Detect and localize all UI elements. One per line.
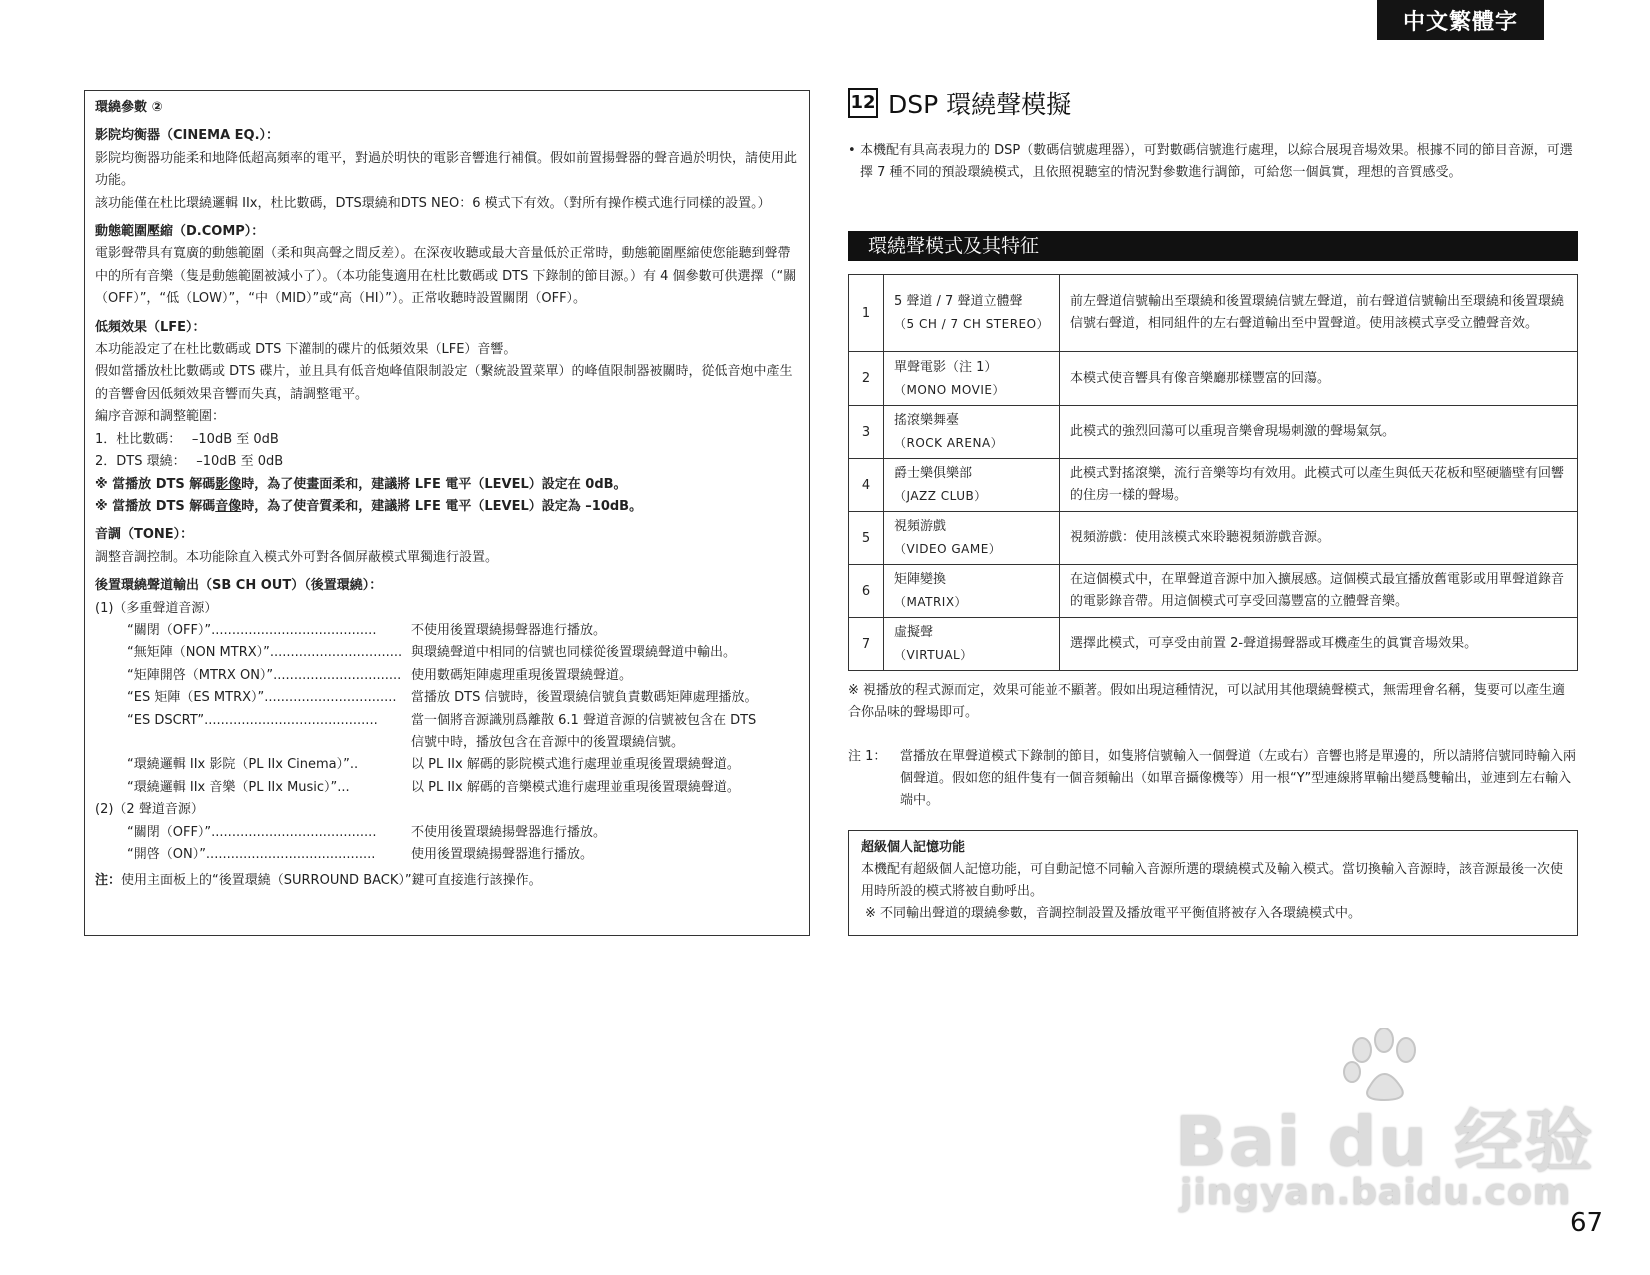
table-row: 3 搖滾樂舞臺 （ROCK ARENA） 此模式的強烈回蕩可以重現音樂會現場刺激的聲場氣氛。 <box>849 406 1578 459</box>
table-row: 4 爵士樂俱樂部 （JAZZ CLUB） 此模式對搖滾樂，流行音樂等均有效用。此模式可以產生與低天花板和堅硬牆壁有回響的住房一樣的聲場。 <box>849 459 1578 512</box>
option-continuation: 信號中時，播放包含在音源中的後置環繞信號。 <box>411 734 685 750</box>
watermark-brand: Bai du 经验 <box>1175 1103 1595 1182</box>
memory-note: ※ 不同輸出聲道的環繞參數，音調控制設置及播放電平平衡值將被存入各環繞模式中。 <box>865 906 1362 921</box>
memory-heading: 超級個人記憶功能 <box>861 840 966 855</box>
table-row: 6 矩陣變換 （MATRIX） 在這個模式中，在單聲道音源中加入擴展感。這個模式最宜播放舊電影或用單聲道錄音的電影錄音帶。用這個模式可享受回蕩豐富的立體聲音樂。 <box>849 565 1578 618</box>
lfe-range-label: 編序音源和調整範圍： <box>95 409 226 425</box>
table-row: 7 虛擬聲 （VIRTUAL） 選擇此模式，可享受由前置 2-聲道揚聲器或耳機產生的眞實音場效果。 <box>849 618 1578 671</box>
option-row: “關閉（OFF）”........................................ 不使用後置環繞揚聲器進行播放。 <box>127 824 607 840</box>
lfe-note-2: ※ 當播放 DTS 解碼音像時，為了使音質柔和，建議將 LFE 電平（LEVEL）設定為 –10dB。 <box>95 498 643 514</box>
table-footnote: ※ 視播放的程式源而定，效果可能並不顯著。假如出現這種情況，可以試用其他環繞聲模式，無需理會名稱，隻要可以產生適合你品味的聲場即可。 <box>848 683 1566 720</box>
multichannel-label: (1)（多重聲道音源） <box>95 600 218 616</box>
bullet-icon: • <box>848 143 856 158</box>
option-row: “矩陣開啓（MTRX ON）”............................... 使用數碼矩陣處理重現後置環繞聲道。 <box>127 667 633 683</box>
section-title <box>848 86 1071 120</box>
tone-heading: 音調（TONE）： <box>95 527 194 543</box>
lfe-range-2: 2．DTS 環繞： –10dB 至 0dB <box>95 454 284 470</box>
dcomp-text: 電影聲帶具有寬廣的動態範圍（柔和與高聲之間反差）。在深夜收聽或最大音量低於正常時，動態範圍壓縮使您能聽到聲帶中的所有音樂（隻是動態範圍被減小了）。（本功能隻適用在杜比數碼或 DTS 下錄制的節目源。）有 4 個參數可供選擇（“關（OFF）”，“低（LOW）”，“中（MID）”或“高（HI）”）。正常收聽時設置關閉（OFF）。 <box>95 246 797 307</box>
option-row: “ES 矩陣（ES MTRX）”................................ 當播放 DTS 信號時，後置環繞信號負責數碼矩陣處理播放。 <box>127 690 758 706</box>
table-row: 2 單聲電影（注 1） （MONO MOVIE） 本模式使音響具有像音樂廳那樣豐富的回蕩。 <box>849 352 1578 406</box>
page-number: 67 <box>1570 1208 1604 1238</box>
language-tab: 中文繁體字 <box>1377 0 1544 40</box>
table-row: 1 5 聲道 / 7 聲道立體聲 （5 CH / 7 CH STEREO） 前左聲道信號輸出至環繞和後置環繞信號左聲道，前右聲道信號輸出至環繞和後置環繞信號右聲道，相同組件的左右聲道輸出至中置聲道。使用該模式享受立體聲音效。 <box>849 275 1578 352</box>
personal-memory-box <box>848 830 1578 936</box>
footnote: 注：使用主面板上的“後置環繞（SURROUND BACK）”鍵可直接進行該操作。 <box>95 873 542 889</box>
option-row: “無矩陣（NON MTRX）”................................ 與環繞聲道中相同的信號也同樣從後置環繞聲道中輸出。 <box>127 645 737 661</box>
option-row: “關閉（OFF）”........................................ 不使用後置環繞揚聲器進行播放。 <box>127 622 607 638</box>
lfe-range-1: 1．杜比數碼： –10dB 至 0dB <box>95 431 279 447</box>
lfe-text: 本功能設定了在杜比數碼或 DTS 下灌制的碟片的低頻效果（LFE）音響。 <box>95 342 517 358</box>
option-row: “開啓（ON）”......................................... 使用後置環繞揚聲器進行播放。 <box>127 847 594 862</box>
surround-parameters-box <box>84 90 810 936</box>
option-row: “環繞邏輯 IIx 音樂（PL IIx Music）”... 以 PL IIx 解碼的音樂模式進行處理並重現後置環繞聲道。 <box>127 779 740 795</box>
two-channel-label: (2)（2 聲道音源） <box>95 802 204 818</box>
note-1-label: 注 1： <box>848 749 887 764</box>
modes-band-heading: 環繞聲模式及其特征 <box>848 231 1578 261</box>
watermark-url: jingyan.baidu.com <box>1180 1172 1572 1213</box>
tone-text: 調整音調控制。本功能除直入模式外可對各個屏蔽模式單獨進行設置。 <box>95 549 499 565</box>
option-row: “ES DSCRT”.......................................... 當一個將音源識別爲離散 6.1 聲道音源的信號被包含在 DTS <box>127 712 757 728</box>
multichannel-options <box>95 620 799 799</box>
section-heading: 環繞參數 ② <box>95 100 163 115</box>
lfe-heading: 低頻效果（LFE）： <box>95 319 206 335</box>
dcomp-heading: 動態範圍壓縮（D.COMP）： <box>95 224 265 240</box>
cinema-eq-heading: 影院均衡器（CINEMA EQ.）： <box>95 128 280 144</box>
note-1 <box>848 746 1578 812</box>
table-row: 5 視頻游戲 （VIDEO GAME） 視頻游戲：使用該模式來聆聽視頻游戲音源。 <box>849 512 1578 565</box>
intro-paragraph: • 本機配有具高表現力的 DSP（數碼信號處理器），可對數碼信號進行處理，以綜合展現音場效果。根據不同的節目音源，可選擇 7 種不同的預設環繞模式，且依照視聽室的情況對參數進行調節，可給您一個眞實，理想的音質感受。 <box>848 140 1578 184</box>
cinema-eq-text: 影院均衡器功能柔和地降低超高頻率的電平，對過於明快的電影音響進行補償。假如前置揚聲器的聲音過於明快，請使用此功能。 <box>95 150 798 189</box>
surround-modes-table <box>848 274 1578 671</box>
note-1-text: 當播放在單聲道模式下錄制的節目，如隻將信號輸入一個聲道（左或右）音響也將是單邊的，所以請將信號同時輸入兩個聲道。假如您的組件隻有一個音頻輸出（如單音攝像機等）用一根“Y”型連線將單輸出變爲雙輸出，並連到左右輸入端中。 <box>900 749 1577 808</box>
section-title-text: DSP 環繞聲模擬 <box>888 90 1072 119</box>
two-channel-options <box>95 822 799 867</box>
lfe-note-1: ※ 當播放 DTS 解碼影像時，為了使畫面柔和，建議將 LFE 電平（LEVEL）設定在 0dB。 <box>95 476 627 492</box>
memory-text: 本機配有超級個人記憶功能，可自動記憶不同輸入音源所選的環繞模式及輸入模式。當切換輸入音源時，該音源最後一次使用時所設的模式將被自動呼出。 <box>861 862 1564 899</box>
section-number: 12 <box>848 88 878 118</box>
cinema-eq-text-2: 該功能僅在杜比環繞邏輯 IIx，杜比數碼，DTS環繞和DTS NEO：6 模式下有效。（對所有操作模式進行同樣的設置。） <box>95 195 771 211</box>
option-row: “環繞邏輯 IIx 影院（PL IIx Cinema）”.. 以 PL IIx 解碼的影院模式進行處理並重現後置環繞聲道。 <box>127 757 740 773</box>
sb-ch-out-heading: 後置環繞聲道輸出（SB CH OUT）（後置環繞）： <box>95 578 383 594</box>
lfe-text-2: 假如當播放杜比數碼或 DTS 碟片，並且具有低音炮峰值限制設定（繫統設置菜單）的峰值限制器被關時，從低音炮中產生的音響會因低頻效果音響而失真，請調整電平。 <box>95 364 793 402</box>
